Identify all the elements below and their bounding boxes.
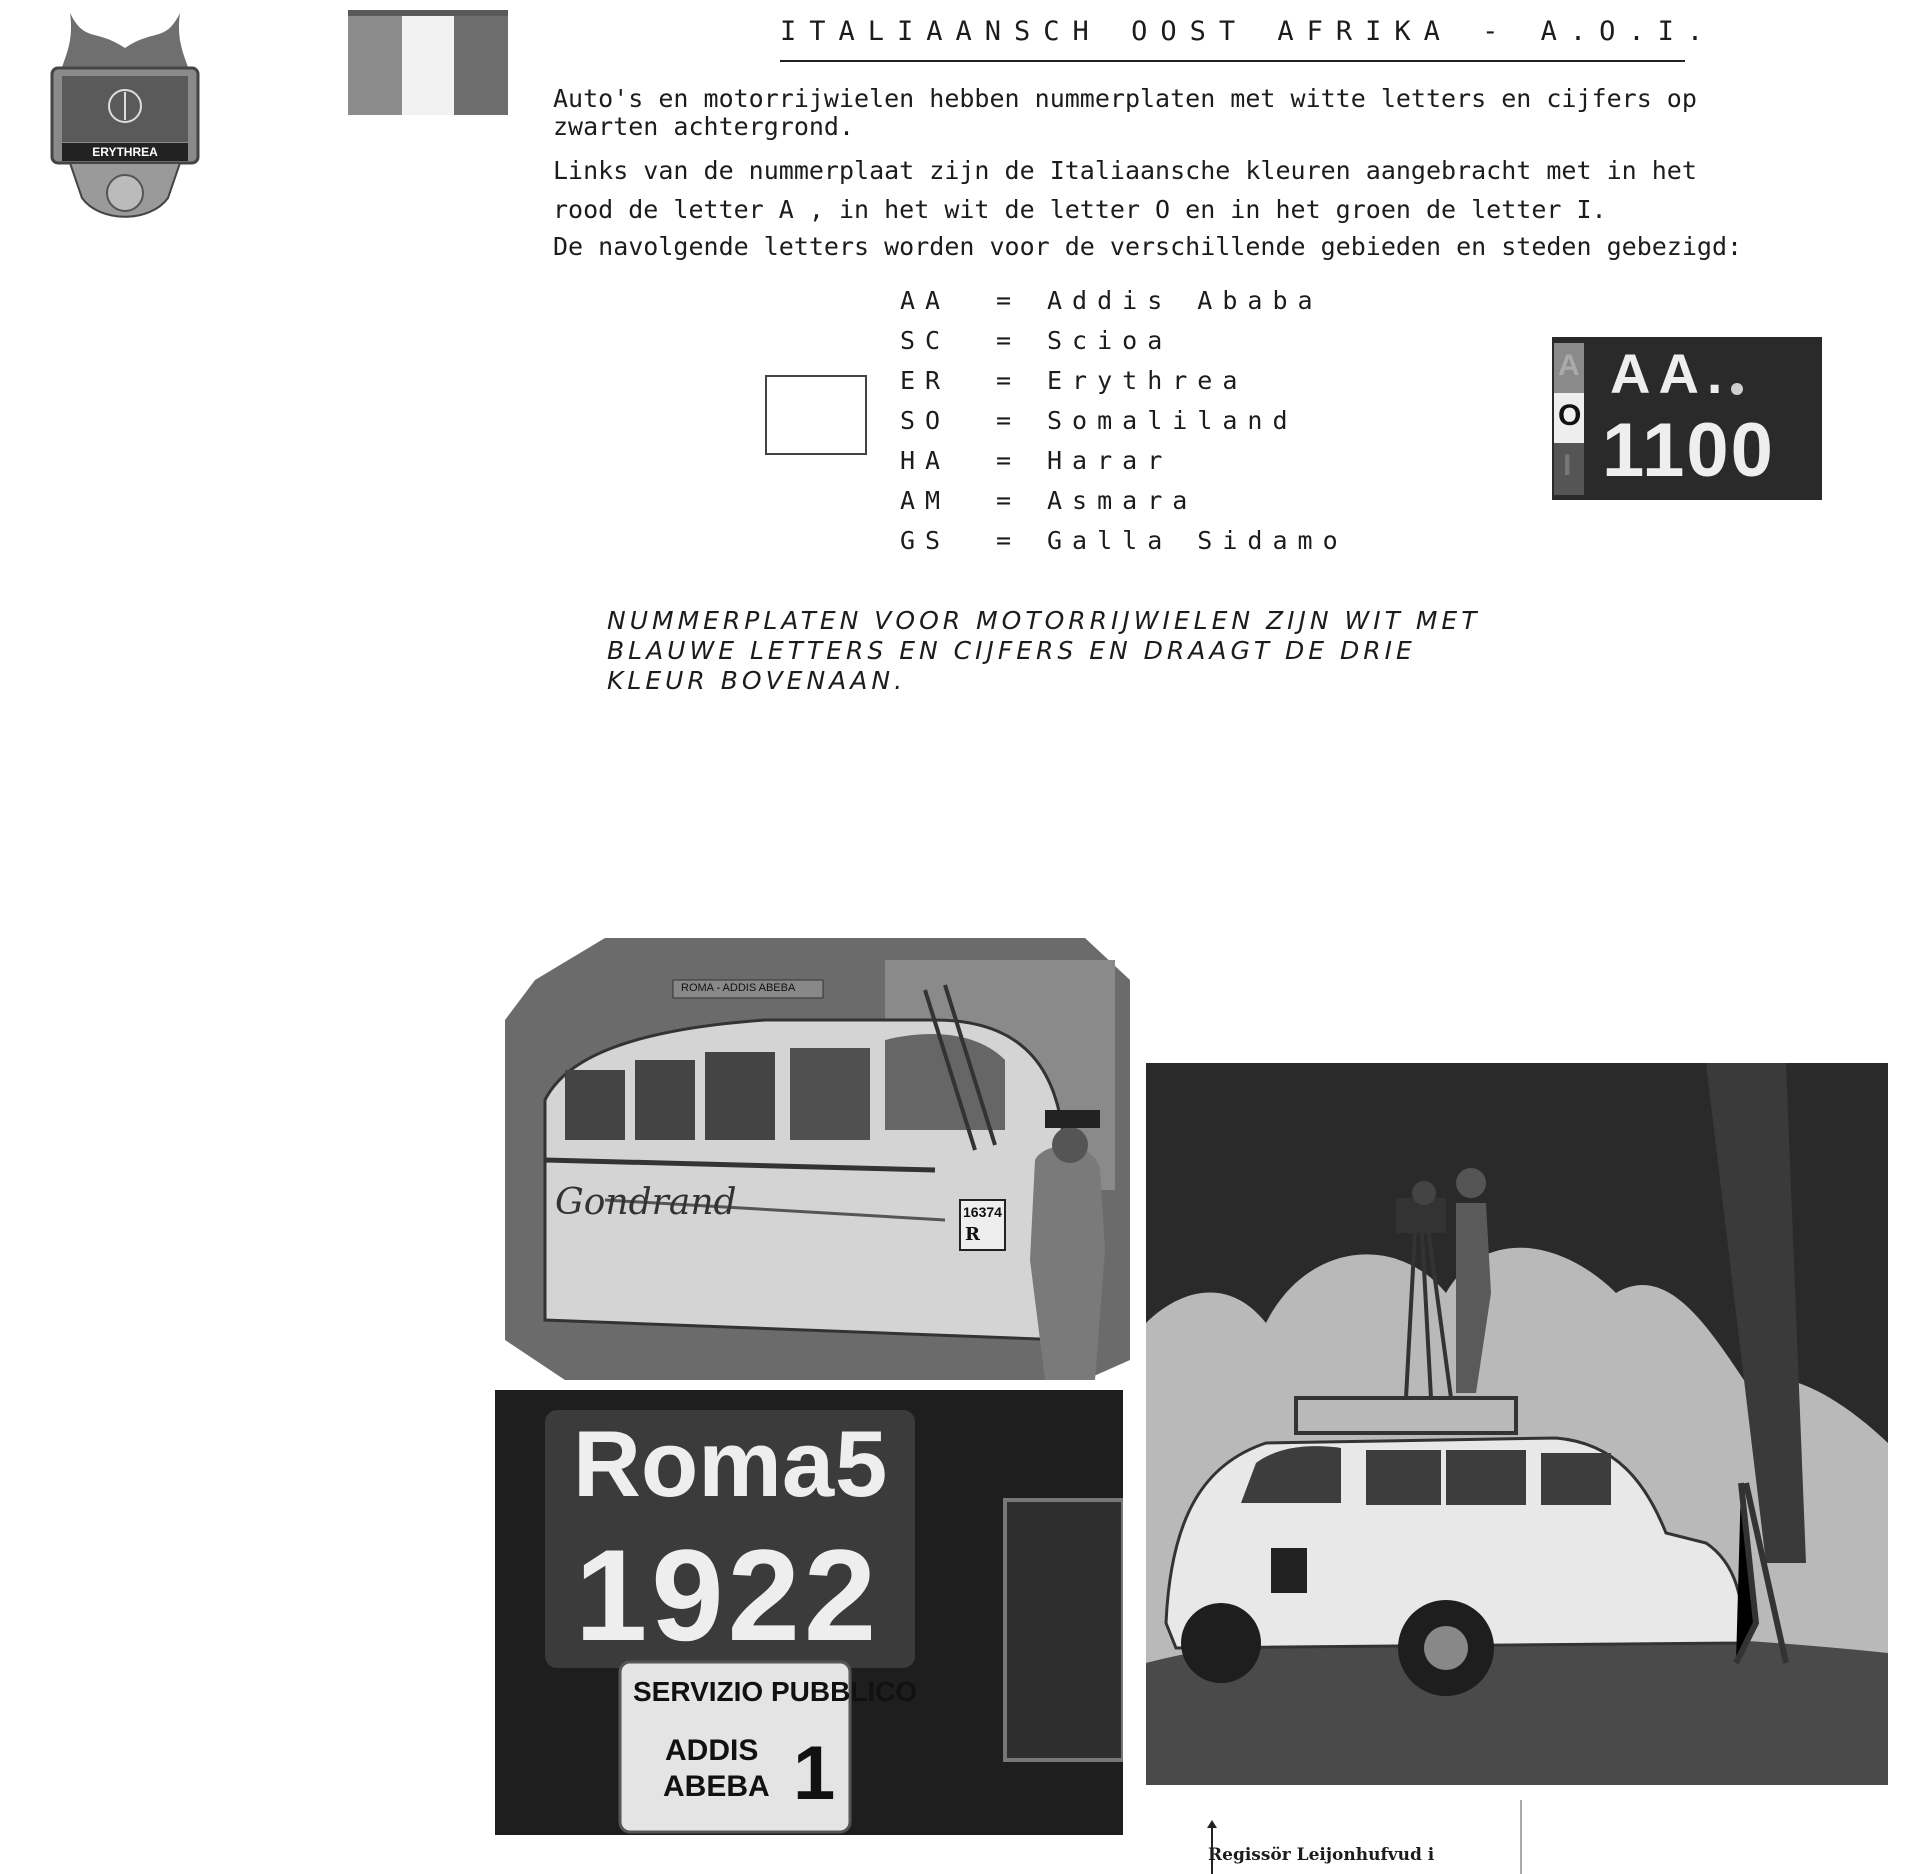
place-er: Erythrea [1047, 366, 1248, 395]
place-aa: Addis Ababa [1047, 286, 1323, 315]
code-so: SO [900, 406, 951, 435]
place-gs: Galla Sidamo [1047, 526, 1348, 555]
camera-car-image [1146, 1063, 1888, 1785]
intro-line-3: Links van de nummerplaat zijn de Italiaansche kleuren aangebracht met in het [553, 156, 1697, 185]
code-sc: SC [900, 326, 951, 355]
code-eq: = [996, 326, 1022, 355]
plate-side-i: I [1563, 449, 1572, 482]
erythrea-badge [40, 8, 210, 223]
camera-car-photo [1146, 1063, 1888, 1785]
italian-flag [348, 10, 508, 115]
roma-line-1-number: 5 [835, 1411, 888, 1516]
intro-line-1: Auto's en motorrijwielen hebben nummerplaten met witte letters en cijfers op [553, 84, 1697, 113]
intro-line-5: De navolgende letters worden voor de verschillende gebieden en steden gebezigd: [553, 232, 1743, 261]
code-eq: = [996, 286, 1022, 315]
servizio-number: 1 [793, 1731, 836, 1816]
servizio-city-1: ADDIS [665, 1734, 759, 1767]
blank-box [765, 375, 867, 455]
code-eq: = [996, 486, 1022, 515]
code-er: ER [900, 366, 951, 395]
servizio-city-2: ABEBA [663, 1770, 770, 1803]
badge-label: ERYTHREA [92, 145, 158, 159]
place-so: Somaliland [1047, 406, 1298, 435]
code-eq: = [996, 526, 1022, 555]
place-ha: Harar [1047, 446, 1173, 475]
badge-emblem-icon [40, 8, 210, 223]
bus-roof-sign: ROMA - ADDIS ABEBA [681, 982, 796, 994]
flag-icon [348, 10, 508, 115]
note-line-3: KLEUR BOVENAAN. [607, 666, 907, 695]
plate-code: AA. [1610, 342, 1731, 405]
code-eq: = [996, 446, 1022, 475]
roma-plate-photo [495, 1390, 1123, 1835]
code-gs: GS [900, 526, 951, 555]
note-line-2: BLAUWE LETTERS EN CIJFERS EN DRAAGT DE DRIE [607, 636, 1416, 665]
code-am: AM [900, 486, 951, 515]
servizio-label: SERVIZIO PUBBLICO [633, 1676, 918, 1707]
code-ha: HA [900, 446, 951, 475]
roma-line-2: 1922 [575, 1522, 881, 1668]
bus-side-text: Gondrand [555, 1182, 737, 1223]
plate-number: 1100 [1602, 408, 1775, 493]
bus-photo [505, 920, 1135, 1380]
page-title: ITALIAANSCH OOST AFRIKA - A.O.I. [780, 16, 1685, 62]
intro-line-4: rood de letter A , in het wit de letter O en in het groen de letter I. [553, 195, 1607, 224]
roma-line-1: Roma [573, 1411, 835, 1516]
bus-plate-letter: R [965, 1224, 980, 1245]
bus-image [505, 920, 1135, 1380]
sample-license-plate [1552, 337, 1822, 500]
code-eq: = [996, 406, 1022, 435]
place-am: Asmara [1047, 486, 1198, 515]
plate-side-a: A [1558, 349, 1580, 382]
code-eq: = [996, 366, 1022, 395]
bus-plate-number: 16374 [963, 1204, 1002, 1220]
code-aa: AA [900, 286, 951, 315]
intro-line-2: zwarten achtergrond. [553, 112, 855, 141]
place-sc: Scioa [1047, 326, 1173, 355]
photo-caption: Regissör Leijonhufvud i [1208, 1845, 1435, 1865]
divider-line [1520, 1800, 1522, 1874]
plate-side-o: O [1558, 399, 1582, 432]
note-line-1: NUMMERPLATEN VOOR MOTORRIJWIELEN ZIJN WIT MET [607, 606, 1481, 635]
